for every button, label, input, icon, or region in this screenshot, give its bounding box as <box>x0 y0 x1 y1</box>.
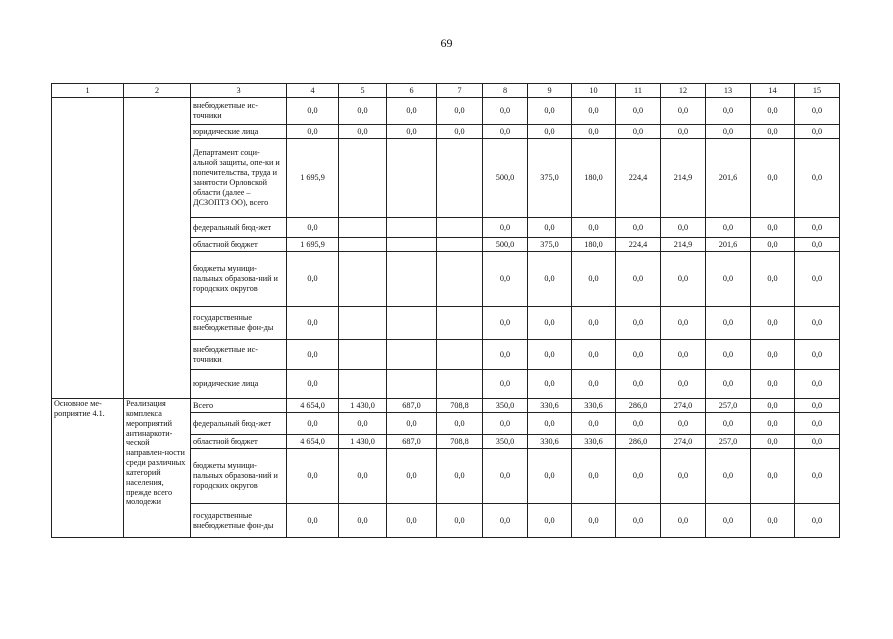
value-cell: 0,0 <box>339 449 387 504</box>
value-cell: 286,0 <box>616 399 661 413</box>
column-number: 15 <box>795 84 840 98</box>
value-cell: 0,0 <box>287 449 339 504</box>
value-cell: 0,0 <box>751 218 795 238</box>
value-cell: 0,0 <box>795 435 840 449</box>
table-row <box>52 98 840 125</box>
column-number: 7 <box>437 84 483 98</box>
value-cell: 0,0 <box>795 340 840 370</box>
value-cell: 0,0 <box>795 307 840 340</box>
value-cell: 0,0 <box>661 413 706 435</box>
value-cell: 687,0 <box>387 399 437 413</box>
value-cell: 0,0 <box>661 218 706 238</box>
value-cell <box>387 139 437 218</box>
value-cell: 0,0 <box>572 252 616 307</box>
value-cell: 330,6 <box>528 435 572 449</box>
value-cell: 0,0 <box>751 399 795 413</box>
value-cell: 0,0 <box>751 307 795 340</box>
value-cell: 180,0 <box>572 139 616 218</box>
value-cell: 0,0 <box>287 98 339 125</box>
value-cell <box>437 307 483 340</box>
value-cell <box>437 252 483 307</box>
value-cell: 0,0 <box>339 125 387 139</box>
value-cell: 0,0 <box>751 413 795 435</box>
value-cell: 0,0 <box>572 218 616 238</box>
column-number-row <box>52 84 840 98</box>
value-cell: 0,0 <box>287 125 339 139</box>
value-cell: 0,0 <box>795 504 840 538</box>
value-cell: 0,0 <box>528 340 572 370</box>
value-cell: 0,0 <box>437 449 483 504</box>
value-cell: 0,0 <box>661 370 706 399</box>
value-cell: 257,0 <box>706 399 751 413</box>
value-cell: 224,4 <box>616 139 661 218</box>
table-row <box>52 399 840 413</box>
value-cell: 0,0 <box>661 252 706 307</box>
column-number: 9 <box>528 84 572 98</box>
value-cell: 0,0 <box>751 238 795 252</box>
value-cell: 0,0 <box>751 98 795 125</box>
value-cell: 0,0 <box>483 340 528 370</box>
value-cell <box>387 307 437 340</box>
value-cell: 708,8 <box>437 399 483 413</box>
value-cell: 0,0 <box>706 340 751 370</box>
event-description: Реализация комплекса мероприятий антинаркоти-ческой направлен-ности среди различных категорий населения, прежде всего молодежи <box>124 399 191 538</box>
value-cell: 0,0 <box>483 98 528 125</box>
value-cell: 0,0 <box>572 370 616 399</box>
value-cell: 0,0 <box>616 252 661 307</box>
value-cell: 0,0 <box>751 370 795 399</box>
value-cell: 0,0 <box>483 504 528 538</box>
value-cell: 0,0 <box>795 252 840 307</box>
value-cell <box>437 370 483 399</box>
value-cell: 0,0 <box>661 125 706 139</box>
value-cell <box>437 218 483 238</box>
value-cell <box>339 307 387 340</box>
value-cell: 0,0 <box>528 504 572 538</box>
column-number: 2 <box>124 84 191 98</box>
value-cell: 0,0 <box>795 238 840 252</box>
source-label: внебюджетные ис-точники <box>191 98 287 125</box>
value-cell: 0,0 <box>483 125 528 139</box>
value-cell: 0,0 <box>706 218 751 238</box>
value-cell <box>339 370 387 399</box>
source-label: Всего <box>191 399 287 413</box>
description-cell-empty <box>124 98 191 399</box>
value-cell: 0,0 <box>661 340 706 370</box>
value-cell: 201,6 <box>706 139 751 218</box>
value-cell: 1 430,0 <box>339 435 387 449</box>
value-cell <box>387 238 437 252</box>
value-cell <box>387 370 437 399</box>
value-cell: 708,8 <box>437 435 483 449</box>
value-cell: 0,0 <box>572 504 616 538</box>
column-number: 3 <box>191 84 287 98</box>
value-cell: 330,6 <box>572 399 616 413</box>
value-cell: 180,0 <box>572 238 616 252</box>
value-cell: 500,0 <box>483 139 528 218</box>
value-cell: 0,0 <box>339 413 387 435</box>
value-cell: 687,0 <box>387 435 437 449</box>
value-cell: 0,0 <box>572 340 616 370</box>
value-cell: 0,0 <box>483 252 528 307</box>
value-cell: 0,0 <box>751 252 795 307</box>
value-cell: 0,0 <box>572 98 616 125</box>
value-cell: 201,6 <box>706 238 751 252</box>
value-cell: 350,0 <box>483 399 528 413</box>
value-cell <box>339 340 387 370</box>
value-cell: 4 654,0 <box>287 399 339 413</box>
column-number: 8 <box>483 84 528 98</box>
value-cell: 0,0 <box>751 435 795 449</box>
value-cell: 0,0 <box>387 504 437 538</box>
source-label: Департамент соци-альной защиты, опе-ки и попечительства, труда и занятости Орловской области (далее – ДСЗОПТЗ ОО), всего <box>191 139 287 218</box>
value-cell: 0,0 <box>437 413 483 435</box>
source-label: бюджеты муници-пальных образова-ний и городских округов <box>191 252 287 307</box>
source-label: областной бюджет <box>191 238 287 252</box>
value-cell <box>339 252 387 307</box>
source-label: бюджеты муници-пальных образова-ний и городских округов <box>191 449 287 504</box>
value-cell: 0,0 <box>339 98 387 125</box>
value-cell: 500,0 <box>483 238 528 252</box>
value-cell: 214,9 <box>661 238 706 252</box>
value-cell: 0,0 <box>616 307 661 340</box>
value-cell: 0,0 <box>287 218 339 238</box>
value-cell: 1 695,9 <box>287 139 339 218</box>
value-cell: 0,0 <box>483 413 528 435</box>
value-cell: 0,0 <box>751 139 795 218</box>
value-cell: 375,0 <box>528 238 572 252</box>
value-cell: 0,0 <box>287 252 339 307</box>
value-cell: 0,0 <box>528 252 572 307</box>
value-cell: 0,0 <box>661 449 706 504</box>
source-label: внебюджетные ис-точники <box>191 340 287 370</box>
event-name: Основное ме-роприятие 4.1. <box>52 399 124 538</box>
budget-table <box>51 83 840 538</box>
column-number: 4 <box>287 84 339 98</box>
value-cell: 0,0 <box>751 340 795 370</box>
value-cell: 0,0 <box>706 125 751 139</box>
value-cell: 0,0 <box>661 504 706 538</box>
value-cell: 0,0 <box>528 125 572 139</box>
value-cell: 0,0 <box>287 340 339 370</box>
value-cell <box>437 340 483 370</box>
value-cell: 375,0 <box>528 139 572 218</box>
value-cell: 0,0 <box>572 307 616 340</box>
value-cell: 0,0 <box>706 504 751 538</box>
value-cell: 0,0 <box>528 218 572 238</box>
value-cell <box>387 252 437 307</box>
value-cell: 0,0 <box>795 413 840 435</box>
column-number: 14 <box>751 84 795 98</box>
value-cell: 214,9 <box>661 139 706 218</box>
source-label: федеральный бюд-жет <box>191 413 287 435</box>
value-cell: 0,0 <box>795 399 840 413</box>
value-cell: 0,0 <box>751 125 795 139</box>
value-cell: 0,0 <box>528 370 572 399</box>
value-cell: 0,0 <box>706 370 751 399</box>
value-cell: 0,0 <box>661 98 706 125</box>
value-cell: 0,0 <box>528 449 572 504</box>
column-number: 11 <box>616 84 661 98</box>
value-cell: 0,0 <box>572 125 616 139</box>
source-label: областной бюджет <box>191 435 287 449</box>
value-cell: 0,0 <box>287 307 339 340</box>
value-cell: 0,0 <box>572 413 616 435</box>
value-cell: 0,0 <box>287 413 339 435</box>
value-cell: 274,0 <box>661 435 706 449</box>
value-cell: 257,0 <box>706 435 751 449</box>
value-cell: 0,0 <box>795 218 840 238</box>
value-cell: 0,0 <box>339 504 387 538</box>
value-cell <box>339 238 387 252</box>
value-cell: 0,0 <box>795 98 840 125</box>
column-number: 10 <box>572 84 616 98</box>
value-cell: 0,0 <box>483 370 528 399</box>
value-cell: 4 654,0 <box>287 435 339 449</box>
value-cell: 0,0 <box>387 413 437 435</box>
value-cell: 0,0 <box>287 370 339 399</box>
source-label: юридические лица <box>191 370 287 399</box>
value-cell: 0,0 <box>616 125 661 139</box>
source-label: государственные внебюджетные фон-ды <box>191 504 287 538</box>
value-cell: 0,0 <box>528 413 572 435</box>
value-cell: 330,6 <box>572 435 616 449</box>
value-cell: 0,0 <box>616 218 661 238</box>
value-cell: 0,0 <box>751 504 795 538</box>
column-number: 6 <box>387 84 437 98</box>
value-cell: 0,0 <box>616 98 661 125</box>
value-cell <box>339 218 387 238</box>
value-cell: 0,0 <box>616 449 661 504</box>
value-cell <box>437 139 483 218</box>
value-cell: 0,0 <box>706 98 751 125</box>
column-number: 5 <box>339 84 387 98</box>
value-cell: 0,0 <box>661 307 706 340</box>
value-cell: 0,0 <box>795 449 840 504</box>
value-cell: 0,0 <box>795 125 840 139</box>
source-label: государственные внебюджетные фон-ды <box>191 307 287 340</box>
page-number: 69 <box>440 36 453 50</box>
value-cell <box>387 218 437 238</box>
value-cell: 0,0 <box>572 449 616 504</box>
value-cell: 1 430,0 <box>339 399 387 413</box>
value-cell: 0,0 <box>795 370 840 399</box>
source-label: юридические лица <box>191 125 287 139</box>
value-cell: 0,0 <box>437 125 483 139</box>
value-cell: 0,0 <box>483 218 528 238</box>
value-cell: 274,0 <box>661 399 706 413</box>
value-cell: 0,0 <box>706 252 751 307</box>
value-cell <box>387 340 437 370</box>
column-number: 13 <box>706 84 751 98</box>
value-cell: 330,6 <box>528 399 572 413</box>
value-cell: 0,0 <box>616 340 661 370</box>
event-cell-empty <box>52 98 124 399</box>
value-cell: 0,0 <box>706 307 751 340</box>
value-cell <box>339 139 387 218</box>
value-cell: 286,0 <box>616 435 661 449</box>
value-cell: 0,0 <box>387 125 437 139</box>
value-cell: 0,0 <box>387 449 437 504</box>
value-cell: 0,0 <box>616 504 661 538</box>
value-cell: 0,0 <box>437 98 483 125</box>
value-cell: 0,0 <box>616 413 661 435</box>
value-cell: 0,0 <box>616 370 661 399</box>
value-cell: 0,0 <box>287 504 339 538</box>
value-cell: 0,0 <box>706 413 751 435</box>
value-cell: 0,0 <box>528 98 572 125</box>
value-cell: 0,0 <box>706 449 751 504</box>
source-label: федеральный бюд-жет <box>191 218 287 238</box>
value-cell: 224,4 <box>616 238 661 252</box>
value-cell: 0,0 <box>437 504 483 538</box>
value-cell: 0,0 <box>483 307 528 340</box>
value-cell: 0,0 <box>387 98 437 125</box>
value-cell: 0,0 <box>751 449 795 504</box>
value-cell: 0,0 <box>483 449 528 504</box>
value-cell: 1 695,9 <box>287 238 339 252</box>
value-cell: 0,0 <box>528 307 572 340</box>
value-cell: 0,0 <box>795 139 840 218</box>
value-cell <box>437 238 483 252</box>
column-number: 12 <box>661 84 706 98</box>
column-number: 1 <box>52 84 124 98</box>
value-cell: 350,0 <box>483 435 528 449</box>
